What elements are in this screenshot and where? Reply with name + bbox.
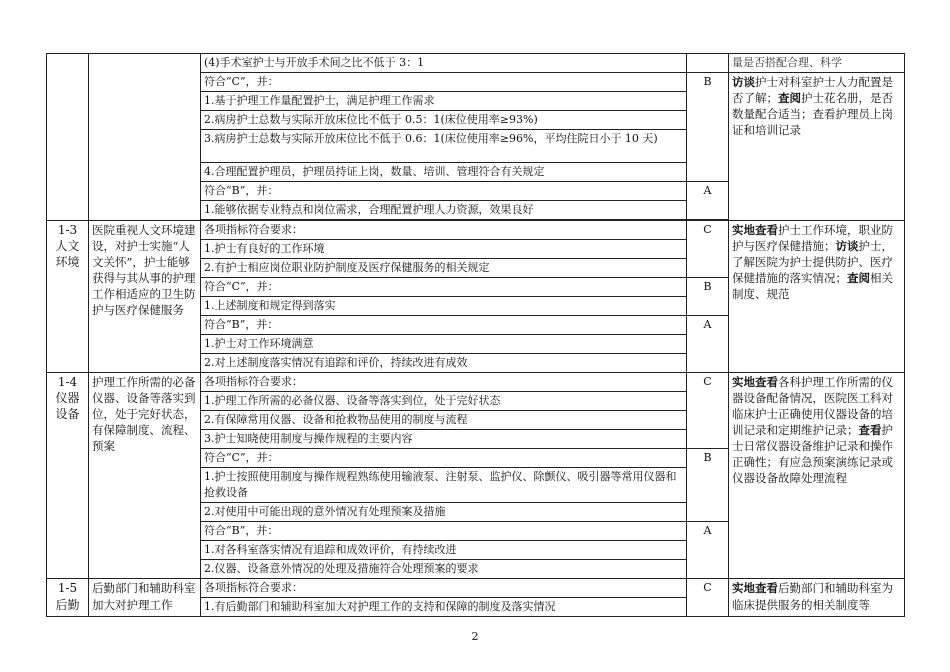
grade-b: B <box>687 73 729 182</box>
criterion-row: 2.仪器、设备意外情况的处理及措施符合处理预案的要求 <box>201 560 687 579</box>
desc-cell-1-3: 医院重视人文环境建设，对护士实施“人文关怀”，护士能够获得与其从事的护理工作相适应的卫生防护与医疗保健服务 <box>89 221 201 373</box>
criterion-row: 符合“C”，并： <box>201 278 687 297</box>
grade-a: A <box>687 182 729 220</box>
criterion-row: 各项指标符合要求： <box>201 373 687 392</box>
criterion-row: 各项指标符合要求： <box>201 579 687 598</box>
id-cell-1-3: 1-3 人文 环境 <box>47 221 89 373</box>
id-cell-1-4: 1-4 仪器 设备 <box>47 373 89 579</box>
criterion-row: 符合“C”，并： <box>201 449 687 468</box>
criterion-row: 1.护士按照使用制度与操作规程熟练使用输液泵、注射泵、监护仪、除颤仪、吸引器等常用仪器和抢救设备 <box>201 468 687 503</box>
grade-c: C <box>687 373 729 449</box>
id-cell-cont <box>47 54 89 221</box>
criterion-row: 2.对上述制度落实情况有追踪和评价，持续改进有成效 <box>201 354 687 373</box>
criterion-row: 1.护士有良好的工作环境 <box>201 240 687 259</box>
desc-cell-1-5: 后勤部门和辅助科室加大对护理工作 <box>89 579 201 617</box>
desc-cell-1-4: 护理工作所需的必备仪器、设备等落实到位，处于完好状态，有保障制度、流程、预案 <box>89 373 201 579</box>
criterion-row: 符合“B”，并： <box>201 182 687 201</box>
criterion-row: 1.能够依据专业特点和岗位需求，合理配置护理人力资源，效果良好 <box>201 201 687 220</box>
criterion-row: 1.护士对工作环境满意 <box>201 335 687 354</box>
criterion-row: 1.对各科室落实情况有追踪和成效评价，有持续改进 <box>201 541 687 560</box>
criterion-row: 3.病房护士总数与实际开放床位比不低于 0.6：1(床位使用率≥96%，平均住院日小于 10 天) <box>201 130 687 163</box>
method-cell-1-3: 实地查看护士工作环境，职业防护与医疗保健措施；访谈护士，了解医院为护士提供防护、医疗保健措施的落实情况；查阅相关制度、规范 <box>729 221 905 373</box>
method-cell-1-4: 实地查看各科护理工作所需的仪器设备配备情况，医院医工科对临床护士正确使用仪器设备的培训记录和定期维护记录；查看护士日常仪器设备维护记录和操作正确性；有应急预案演练记录或仪器设备故障处理流程 <box>729 373 905 579</box>
criterion-row: 2.有保障常用仪器、设备和抢救物品使用的制度与流程 <box>201 411 687 430</box>
criterion-row: 1.基于护理工作量配置护士，满足护理工作需求 <box>201 92 687 111</box>
criterion-row: 符合“C”，并： <box>201 73 687 92</box>
criterion-row: 符合“B”，并： <box>201 522 687 541</box>
criterion-row: 1.上述制度和规定得到落实 <box>201 297 687 316</box>
grade-b: B <box>687 278 729 316</box>
grade-b: B <box>687 449 729 522</box>
standards-table <box>46 53 905 617</box>
page-number: 2 <box>471 630 479 643</box>
desc-cell-cont <box>89 54 201 221</box>
method-keyword: 查阅护士花名册，是否数量配合适当；查看护理员上岗证和培训记录 <box>732 91 893 137</box>
criterion-row: 1.护理工作所需的必备仪器、设备等落实到位，处于完好状态 <box>201 392 687 411</box>
id-cell-1-5: 1-5 后勤 <box>47 579 89 617</box>
grade-a: A <box>687 316 729 373</box>
grade-c: C <box>687 221 729 278</box>
grade-cell-cont <box>687 54 729 73</box>
criterion-row: 各项指标符合要求： <box>201 221 687 240</box>
method-cell-overflow: 量是否搭配合理、科学 <box>729 54 905 73</box>
method-keyword: 访谈护士对科室护士人力配置是否了解； <box>732 75 893 105</box>
grade-c: C <box>687 579 729 617</box>
criterion-row: 2.对使用中可能出现的意外情况有处理预案及措施 <box>201 503 687 522</box>
criterion-row: 符合“B”，并： <box>201 316 687 335</box>
criterion-row: 2.有护士相应岗位职业防护制度及医疗保健服务的相关规定 <box>201 259 687 278</box>
criterion-row: (4)手术室护士与开放手术间之比不低于 3：1 <box>201 54 687 73</box>
grade-a: A <box>687 522 729 579</box>
criterion-row: 4.合理配置护理员，护理员持证上岗，数量、培训、管理符合有关规定 <box>201 163 687 182</box>
method-cell-1-5: 实地查看后勤部门和辅助科室为临床提供服务的相关制度等 <box>729 579 905 617</box>
criterion-row: 3.护士知晓使用制度与操作规程的主要内容 <box>201 430 687 449</box>
criterion-row: 1.有后勤部门和辅助科室加大对护理工作的支持和保障的制度及落实情况 <box>201 598 687 617</box>
method-cell-1-2 <box>729 73 905 221</box>
criterion-row: 2.病房护士总数与实际开放床位比不低于 0.5：1(床位使用率≥93%) <box>201 111 687 130</box>
